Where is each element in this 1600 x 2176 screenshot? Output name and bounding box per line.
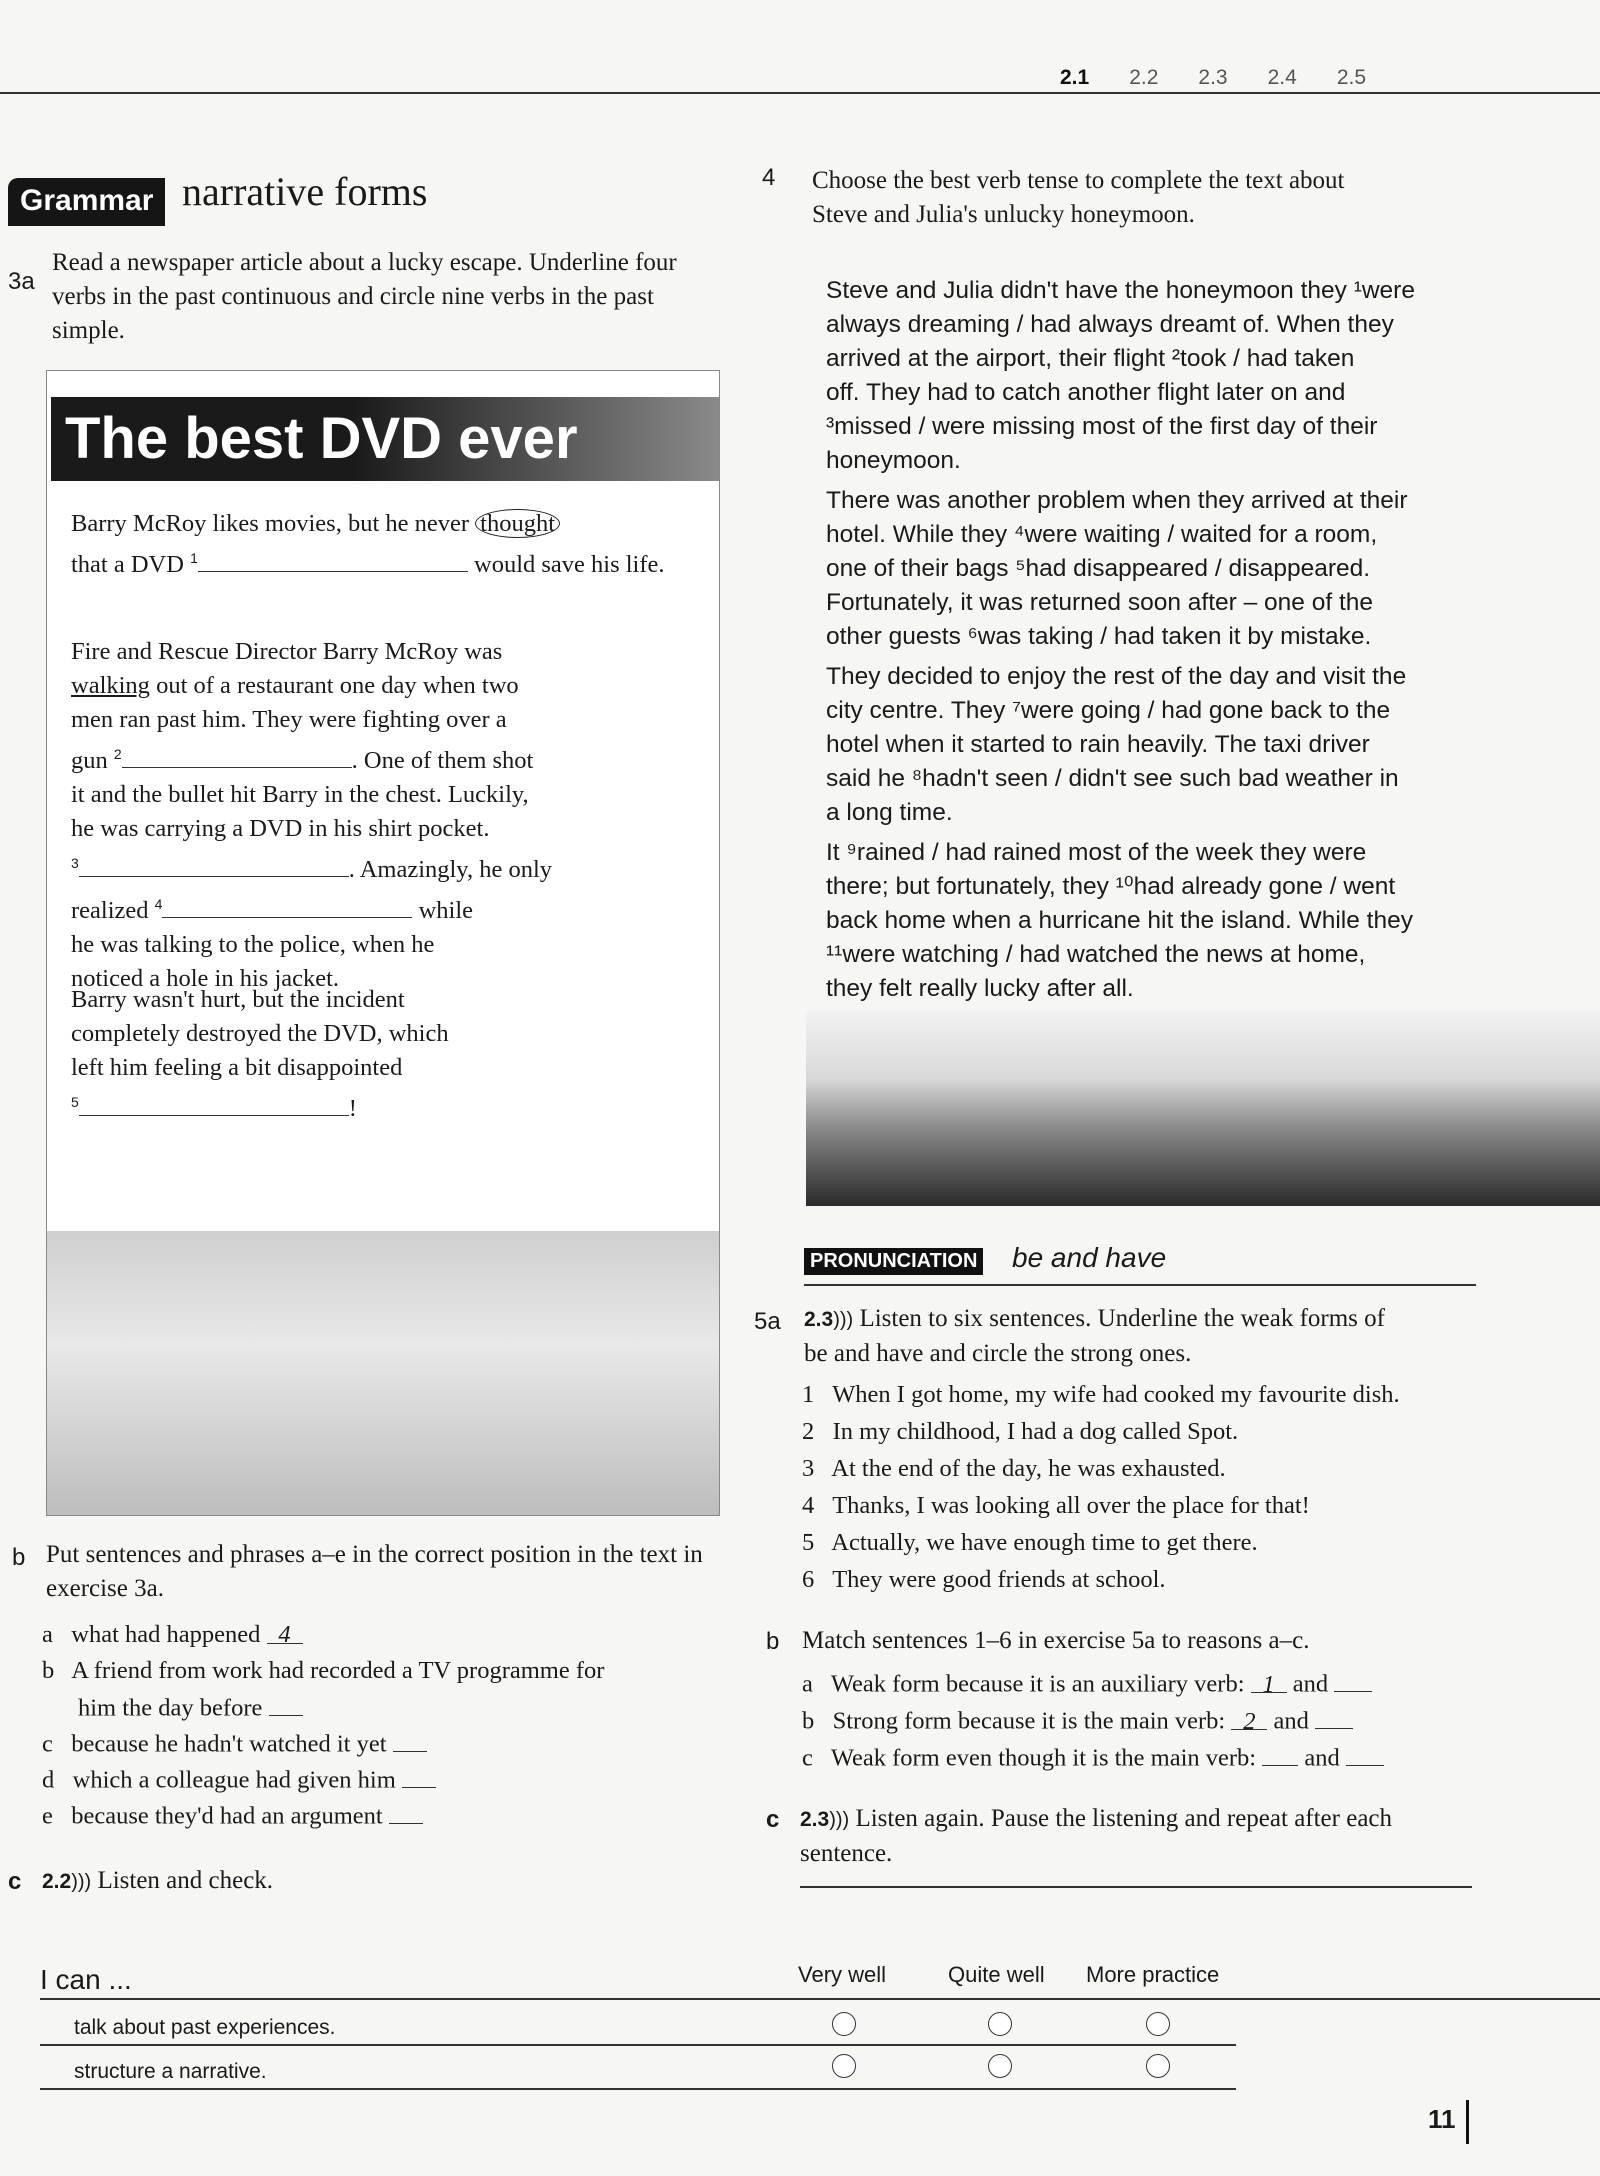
exercise-3c: 2.2))) Listen and check. [42,1867,274,1894]
pronunciation-rule [804,1284,1476,1286]
tab-2-3[interactable]: 2.3 [1198,66,1228,89]
article-title: The best DVD ever [65,406,578,471]
answer-field[interactable] [393,1726,427,1752]
article-paragraph-3: Barry wasn't hurt, but the incident completely destroyed the DVD, which left him feeling a bit disappointed $^5$ ! [71,986,449,1123]
answer-field[interactable]: 4 [267,1618,303,1644]
radio-quite-well[interactable] [988,2012,1012,2036]
list-item: e because they'd had an argument [42,1798,423,1834]
answer-field[interactable] [1262,1740,1298,1766]
section-title: narrative forms [182,169,428,214]
answer-field[interactable]: 2 [1231,1705,1267,1731]
list-item: 2 In my childhood, I had a dog called Spot. [802,1418,1239,1445]
audio-track[interactable]: 2.3 [800,1808,830,1831]
list-item: b A friend from work had recorded a TV programme for [42,1657,605,1684]
gap-4[interactable] [162,893,412,919]
gap-5[interactable] [79,1091,349,1117]
tab-2-4[interactable]: 2.4 [1267,66,1297,89]
radio-very-well[interactable] [832,2054,856,2078]
list-item-continued: him the day before [78,1690,303,1726]
list-item: b Strong form because it is the main verb: 2 and [802,1703,1353,1739]
header-rule [0,92,1600,94]
row-label: talk about past experiences. [74,2016,336,2039]
list-item: d which a colleague had given him [42,1762,436,1798]
answer-field[interactable]: 1 [1251,1668,1287,1694]
gap-2[interactable] [122,743,352,769]
audio-icon[interactable]: ))) [833,1309,854,1331]
exercise-5c: 2.3))) Listen again. Pause the listening and repeat after each sentence. [800,1805,1393,1867]
audio-icon[interactable]: ))) [829,1809,850,1831]
answer-field[interactable] [389,1798,423,1824]
exercise-number-3b: b [12,1544,26,1571]
list-item: c because he hadn't watched it yet [42,1726,427,1762]
column-quite-well: Quite well [948,1962,1045,1987]
exercise-number-5b: b [766,1628,780,1655]
gap-3[interactable] [79,852,349,878]
exercise-3a-instructions: Read a newspaper article about a lucky escape. Underline four verbs in the past continuous and circle nine verbs in the past simple. [52,249,677,344]
list-item: a Weak form because it is an auxiliary verb: 1 and [802,1666,1372,1702]
i-can-title: I can ... [40,1964,132,1995]
table-rule [40,1998,1600,2000]
answer-field[interactable] [1334,1666,1372,1692]
exercise-5a-instructions: 2.3))) Listen to six sentences. Underline the weak forms of be and have and circle the strong ones. [804,1305,1385,1367]
exercise-3b-instructions: Put sentences and phrases a–e in the correct position in the text in exercise 3a. [46,1541,703,1602]
gap-1[interactable] [198,547,468,573]
photo-barry-mcroy [47,1231,719,1515]
pronunciation-title: be and have [1012,1242,1167,1273]
exercise-number-3c: c [8,1868,22,1895]
list-item: 3 At the end of the day, he was exhausted. [802,1455,1226,1482]
article-paragraph-1: Barry McRoy likes movies, but he never thought that a DVD $^1$ would save his life. [71,510,665,579]
row-label: structure a narrative. [74,2060,267,2083]
article-paragraph-2: Fire and Rescue Director Barry McRoy was walking out of a restaurant one day when two men ran past him. They were fighting over a gun $^2$ . One of them shot it and the bullet hit Barry in the chest. Luckily, he was carrying a DVD in his shirt pocket. $^3$ . Amazingly, he only realized $^4$ while he was talking to the police, when he noticed a hole in his jacket. [71,638,553,993]
audio-track[interactable]: 2.3 [804,1308,834,1331]
answer-field[interactable] [269,1690,303,1716]
audio-icon[interactable]: ))) [71,1871,92,1893]
radio-very-well[interactable] [832,2012,856,2036]
list-item: a what had happened 4 [42,1618,303,1652]
radio-more-practice[interactable] [1146,2012,1170,2036]
exercise-number-5c: c [766,1806,780,1833]
answer-field[interactable] [402,1762,436,1788]
tab-2-2[interactable]: 2.2 [1129,66,1159,89]
exercise-number-5a: 5a [754,1308,781,1335]
list-item: 4 Thanks, I was looking all over the place for that! [802,1492,1310,1519]
tab-2-5[interactable]: 2.5 [1336,66,1367,89]
answer-field[interactable] [1346,1740,1384,1766]
radio-more-practice[interactable] [1146,2054,1170,2078]
tab-2-1[interactable]: 2.1 [1060,66,1090,89]
exercise-number-3a: 3a [8,268,35,295]
list-item: 1 When I got home, my wife had cooked my favourite dish. [802,1381,1400,1408]
page-number: 11 [1428,2104,1456,2134]
list-item: 6 They were good friends at school. [802,1566,1166,1593]
circled-verb: thought [475,509,560,538]
radio-quite-well[interactable] [988,2054,1012,2078]
grammar-badge: Grammar [8,178,165,226]
column-very-well: Very well [798,1962,887,1987]
table-rule [40,2088,1236,2090]
answer-line [800,1886,1472,1888]
page-number-bar [1466,2100,1469,2144]
list-item: 5 Actually, we have enough time to get there. [802,1529,1258,1556]
article-box [46,370,720,1516]
pronunciation-badge: PRONUNCIATION [804,1248,983,1275]
answer-field[interactable] [1315,1703,1353,1729]
exercise-4-instructions: Choose the best verb tense to complete the text about Steve and Julia's unlucky honeymoon. [812,167,1345,228]
honeymoon-story: Steve and Julia didn't have the honeymoon they ¹were always dreaming / had always dreamt of. When they arrived at the airport, their flight ²took / had taken off. They had to catch another flight later on and ³missed / were missing most of the first day of their honeymoon. There was another problem when they arrived at their hotel. While they ⁴were waiting / waited for a room, one of their bags ⁵had disappeared / disappeared. Fortunately, it was returned soon after – one of the other guests ⁶was taking / had taken it by mistake. They decided to enjoy the rest of the day and visit the city centre. They ⁷were going / had gone back to the hotel when it started to rain heavily. The taxi driver said he ⁸hadn't seen / didn't see such bad weather in a long time. It ⁹rained / had rained most of the week they were there; but fortunately, they ¹⁰had already gone / went back home when a hurricane hit the island. While they ¹¹were watching / had watched the news at home, they felt really lucky after all. [826,277,1415,1002]
unit-tabs [1060,66,1366,90]
table-rule [40,2044,1236,2046]
exercise-number-4: 4 [762,164,776,191]
sea-photo [806,1010,1600,1206]
exercise-5b-instructions: Match sentences 1–6 in exercise 5a to reasons a–c. [802,1627,1310,1654]
article-header [51,397,719,481]
column-more-practice: More practice [1086,1962,1220,1987]
audio-track[interactable]: 2.2 [42,1870,72,1893]
list-item: c Weak form even though it is the main verb: and [802,1740,1384,1776]
